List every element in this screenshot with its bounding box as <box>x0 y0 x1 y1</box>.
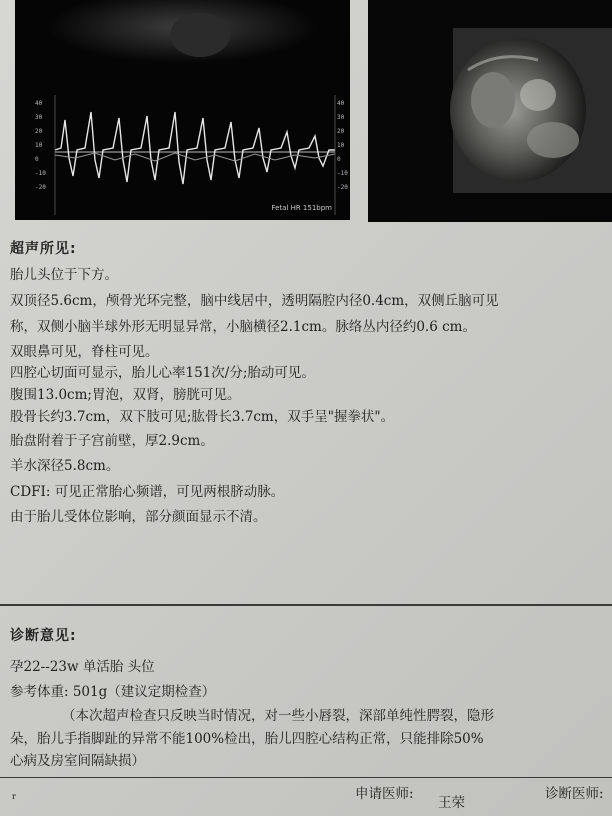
diagnosing-doctor-label: 诊断医师: <box>545 786 604 802</box>
footer-divider <box>0 777 612 778</box>
findings-line: 称，双侧小脑半球外形无明显异常，小脑横径2.1cm。脉络丛内径约0.6 cm。 <box>10 319 476 335</box>
fetal-face-render-graphic <box>368 0 612 222</box>
findings-line: 由于胎儿受体位影响，部分颜面显示不清。 <box>10 509 267 525</box>
scale-tick: 0 <box>337 156 341 163</box>
scale-tick: -10 <box>337 170 348 177</box>
findings-line: 四腔心切面可显示，胎儿心率151次/分;胎动可见。 <box>10 365 315 381</box>
fetal-heart-rate-label: Fetal HR 151bpm <box>271 204 332 212</box>
velocity-scale-right <box>337 100 348 198</box>
scale-tick: 10 <box>337 142 345 149</box>
doppler-ultrasound-image <box>15 0 350 220</box>
findings-line: 羊水深径5.8cm。 <box>10 458 120 474</box>
findings-heading: 超声所见: <box>10 241 77 257</box>
applicant-doctor-name: 王荣 <box>438 795 465 811</box>
scale-tick: 20 <box>337 128 345 135</box>
diagnosis-line: 朵，胎儿手指脚趾的异常不能100%检出，胎儿四腔心结构正常，只能排除50% <box>10 731 484 747</box>
scale-tick: 40 <box>337 100 345 107</box>
scale-tick: 30 <box>35 114 43 121</box>
diagnosis-line: 心病及房室间隔缺损） <box>10 753 145 769</box>
scale-tick: 10 <box>35 142 43 149</box>
scale-tick: -20 <box>337 184 348 191</box>
velocity-scale-left <box>35 100 46 198</box>
findings-line: 胎盘附着于子宫前壁，厚2.9cm。 <box>10 433 214 449</box>
3d-ultrasound-image <box>368 0 612 222</box>
section-divider <box>0 604 612 606</box>
diagnosis-line: （本次超声检查只反映当时情况，对一些小唇裂，深部单纯性腭裂，隐形 <box>62 708 494 724</box>
findings-line: 双眼鼻可见，脊柱可见。 <box>10 344 159 360</box>
applicant-doctor-label: 申请医师: <box>355 786 414 802</box>
scale-tick: -20 <box>35 184 46 191</box>
findings-line: 腹围13.0cm;胃泡，双肾，膀胱可见。 <box>10 387 241 403</box>
scale-tick: 40 <box>35 100 43 107</box>
findings-line: 股骨长约3.7cm，双下肢可见;肱骨长3.7cm，双手呈"握拳状"。 <box>10 409 395 425</box>
findings-line: 双顶径5.6cm，颅骨光环完整，脑中线居中，透明隔腔内径0.4cm，双侧丘脑可见 <box>10 293 499 309</box>
scale-tick: 0 <box>35 156 39 163</box>
diagnosis-line: 孕22--23w 单活胎 头位 <box>10 659 155 675</box>
scale-tick: 20 <box>35 128 43 135</box>
diagnosis-line: 参考体重: 501g（建议定期检查） <box>10 684 216 700</box>
diagnosis-heading: 诊断意见: <box>10 628 77 644</box>
scale-tick: 30 <box>337 114 345 121</box>
scale-tick: -10 <box>35 170 46 177</box>
findings-line: CDFI: 可见正常胎心频谱，可见两根脐动脉。 <box>10 484 285 500</box>
findings-line: 胎儿头位于下方。 <box>10 267 118 283</box>
doppler-waveform-graphic <box>15 0 350 220</box>
footer-mark: r <box>12 792 16 801</box>
